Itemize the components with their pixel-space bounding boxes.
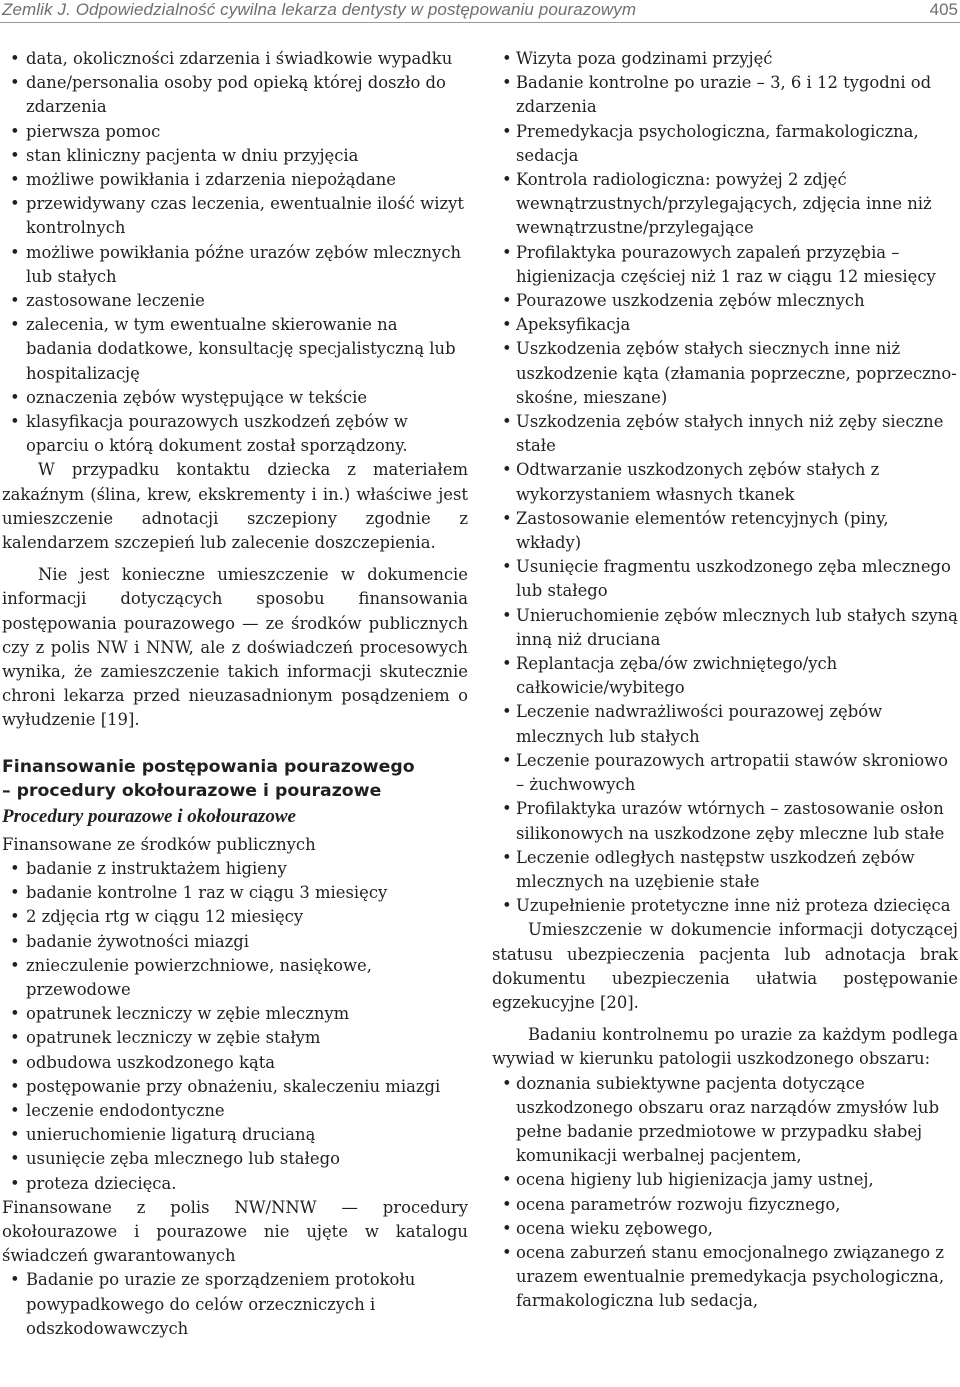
- list-item: • zalecenia, w tym ewentualne skierowanie na badania dodatkowe, konsultację specjalistyczną lub hospitalizację: [2, 313, 468, 386]
- list-item: • Wizyta poza godzinami przyjęć: [492, 47, 958, 71]
- list-item: • doznania subiektywne pacjenta dotyczące uszkodzonego obszaru oraz narządów zmysłów lub pełne badanie przedmiotowe w przypadku słabej komunikacji werbalnej pacjentem,: [492, 1072, 958, 1169]
- list-item: • oznaczenia zębów występujące w tekście: [2, 386, 468, 410]
- paragraph: W przypadku kontaktu dziecka z materiałem zakaźnym (ślina, krew, ekskrementy i in.) właściwe jest umieszczenie adnotacji szczepiony zgodnie z kalendarzem szczepień lub zalecenie doszczepienia.: [2, 460, 468, 553]
- list-item: • ocena zaburzeń stanu emocjonalnego związanego z urazem ewentualnie premedykacja psychologiczna, farmakologiczna lub sedacja,: [492, 1241, 958, 1314]
- list-item: • Profilaktyka pourazowych zapaleń przyzębia – higienizacja częściej niż 1 raz w ciągu 12 miesięcy: [492, 241, 958, 289]
- report-contents-list: [2, 47, 468, 458]
- list-item: • 2 zdjęcia rtg w ciągu 12 miesięcy: [2, 905, 468, 929]
- public-procedures-list: [2, 857, 468, 1196]
- list-item: • Kontrola radiologiczna: powyżej 2 zdjęć wewnątrzustnych/przylegających, zdjęcia inne niż wewnątrzustne/przylegające: [492, 168, 958, 241]
- label-policy-funding: Finansowane z polis NW/NNW — procedury okołourazowe i pourazowe nie ujęte w katalogu świadczeń gwarantowanych: [2, 1197, 468, 1266]
- list-item: • Odtwarzanie uszkodzonych zębów stałych z wykorzystaniem własnych tkanek: [492, 458, 958, 506]
- list-item: • badanie z instruktażem higieny: [2, 857, 468, 881]
- label-public-funding: Finansowane ze środków publicznych: [2, 834, 316, 854]
- list-item: • Badanie po urazie ze sporządzeniem protokołu powypadkowego do celów orzeczniczych i odszkodowawczych: [2, 1268, 468, 1341]
- running-header: [0, 0, 960, 24]
- list-item: • Leczenie nadwrażliwości pourazowej zębów mlecznych lub stałych: [492, 700, 958, 748]
- list-item: • zastosowane leczenie: [2, 289, 468, 313]
- header-rule: [0, 22, 960, 23]
- list-item: • opatrunek leczniczy w zębie mlecznym: [2, 1002, 468, 1026]
- list-item: • badanie kontrolne 1 raz w ciągu 3 miesięcy: [2, 881, 468, 905]
- list-item: • przewidywany czas leczenia, ewentualnie ilość wizyt kontrolnych: [2, 192, 468, 240]
- list-item: • Replantacja zęba/ów zwichniętego/ych całkowicie/wybitego: [492, 652, 958, 700]
- list-item: • badanie żywotności miazgi: [2, 930, 468, 954]
- list-item: • pierwsza pomoc: [2, 120, 468, 144]
- section-heading: [2, 755, 468, 803]
- list-item: • Unieruchomienie zębów mlecznych lub stałych szyną inną niż druciana: [492, 604, 958, 652]
- list-item: • Pourazowe uszkodzenia zębów mlecznych: [492, 289, 958, 313]
- list-item: • Badanie kontrolne po urazie – 3, 6 i 12 tygodni od zdarzenia: [492, 71, 958, 119]
- paragraph: Umieszczenie w dokumencie informacji dotyczącej statusu ubezpieczenia pacjenta lub adnotacja brak dokumentu ubezpieczenia ułatwia postępowanie egzekucyjne [20].: [492, 920, 958, 1012]
- list-item: • Apeksyfikacja: [492, 313, 958, 337]
- right-column: [492, 47, 958, 1314]
- list-item: • unieruchomienie ligaturą drucianą: [2, 1123, 468, 1147]
- page-number: 405: [929, 0, 958, 19]
- list-item: • Usunięcie fragmentu uszkodzonego zęba mlecznego lub stałego: [492, 555, 958, 603]
- policy-procedures-continued-list: [492, 47, 958, 918]
- list-item: • klasyfikacja pourazowych uszkodzeń zębów w oparciu o którą dokument został sporządzony.: [2, 410, 468, 458]
- list-item: • znieczulenie powierzchniowe, nasiękowe, przewodowe: [2, 954, 468, 1002]
- heading-line: – procedury okołourazowe i pourazowe: [2, 780, 382, 801]
- follow-up-exam-list: [492, 1072, 958, 1314]
- list-item: • możliwe powikłania późne urazów zębów mlecznych lub stałych: [2, 241, 468, 289]
- list-item: • Profilaktyka urazów wtórnych – zastosowanie osłon silikonowych na uszkodzone zęby mleczne lub stałe: [492, 797, 958, 845]
- subsection-heading: Procedury pourazowe i okołourazowe: [2, 805, 296, 827]
- list-item: • Uzupełnienie protetyczne inne niż proteza dziecięca: [492, 894, 958, 918]
- list-item: • dane/personalia osoby pod opieką której doszło do zdarzenia: [2, 71, 468, 119]
- list-item: • Uszkodzenia zębów stałych siecznych inne niż uszkodzenie kąta (złamania poprzeczne, poprzeczno-skośne, mieszane): [492, 337, 958, 410]
- list-item: • ocena higieny lub higienizacja jamy ustnej,: [492, 1168, 958, 1192]
- paragraph: Badaniu kontrolnemu po urazie za każdym podlega wywiad w kierunku patologii uszkodzonego obszaru:: [492, 1025, 958, 1069]
- running-title: Zemlik J. Odpowiedzialność cywilna lekarza dentysty w postępowaniu pourazowym: [2, 0, 637, 19]
- list-item: • data, okoliczności zdarzenia i świadkowie wypadku: [2, 47, 468, 71]
- left-column: [2, 47, 468, 1341]
- heading-line: Finansowanie postępowania pourazowego: [2, 756, 415, 777]
- paragraph: Nie jest konieczne umieszczenie w dokumencie informacji dotyczących sposobu finansowania postępowania pourazowego — ze środków publicznych czy z polis NW i NNW, ale z doświadczeń procesowych wynika, że zamieszczenie takich informacji skutecznie chroni lekarza przed nieuzasadnionym posądzeniem o wyłudzenie [19].: [2, 565, 468, 730]
- list-item: • Zastosowanie elementów retencyjnych (piny, wkłady): [492, 507, 958, 555]
- list-item: • możliwe powikłania i zdarzenia niepożądane: [2, 168, 468, 192]
- list-item: • Leczenie odległych następstw uszkodzeń zębów mlecznych na uzębienie stałe: [492, 846, 958, 894]
- list-item: • Uszkodzenia zębów stałych innych niż zęby sieczne stałe: [492, 410, 958, 458]
- list-item: • Leczenie pourazowych artropatii stawów skroniowo – żuchwowych: [492, 749, 958, 797]
- list-item: • postępowanie przy obnażeniu, skaleczeniu miazgi: [2, 1075, 468, 1099]
- list-item: • leczenie endodontyczne: [2, 1099, 468, 1123]
- list-item: • odbudowa uszkodzonego kąta: [2, 1051, 468, 1075]
- list-item: • opatrunek leczniczy w zębie stałym: [2, 1026, 468, 1050]
- list-item: • usunięcie zęba mlecznego lub stałego: [2, 1147, 468, 1171]
- list-item: • stan kliniczny pacjenta w dniu przyjęcia: [2, 144, 468, 168]
- list-item: • ocena parametrów rozwoju fizycznego,: [492, 1193, 958, 1217]
- list-item: • proteza dziecięca.: [2, 1172, 468, 1196]
- policy-procedures-list: [2, 1268, 468, 1341]
- list-item: • Premedykacja psychologiczna, farmakologiczna, sedacja: [492, 120, 958, 168]
- list-item: • ocena wieku zębowego,: [492, 1217, 958, 1241]
